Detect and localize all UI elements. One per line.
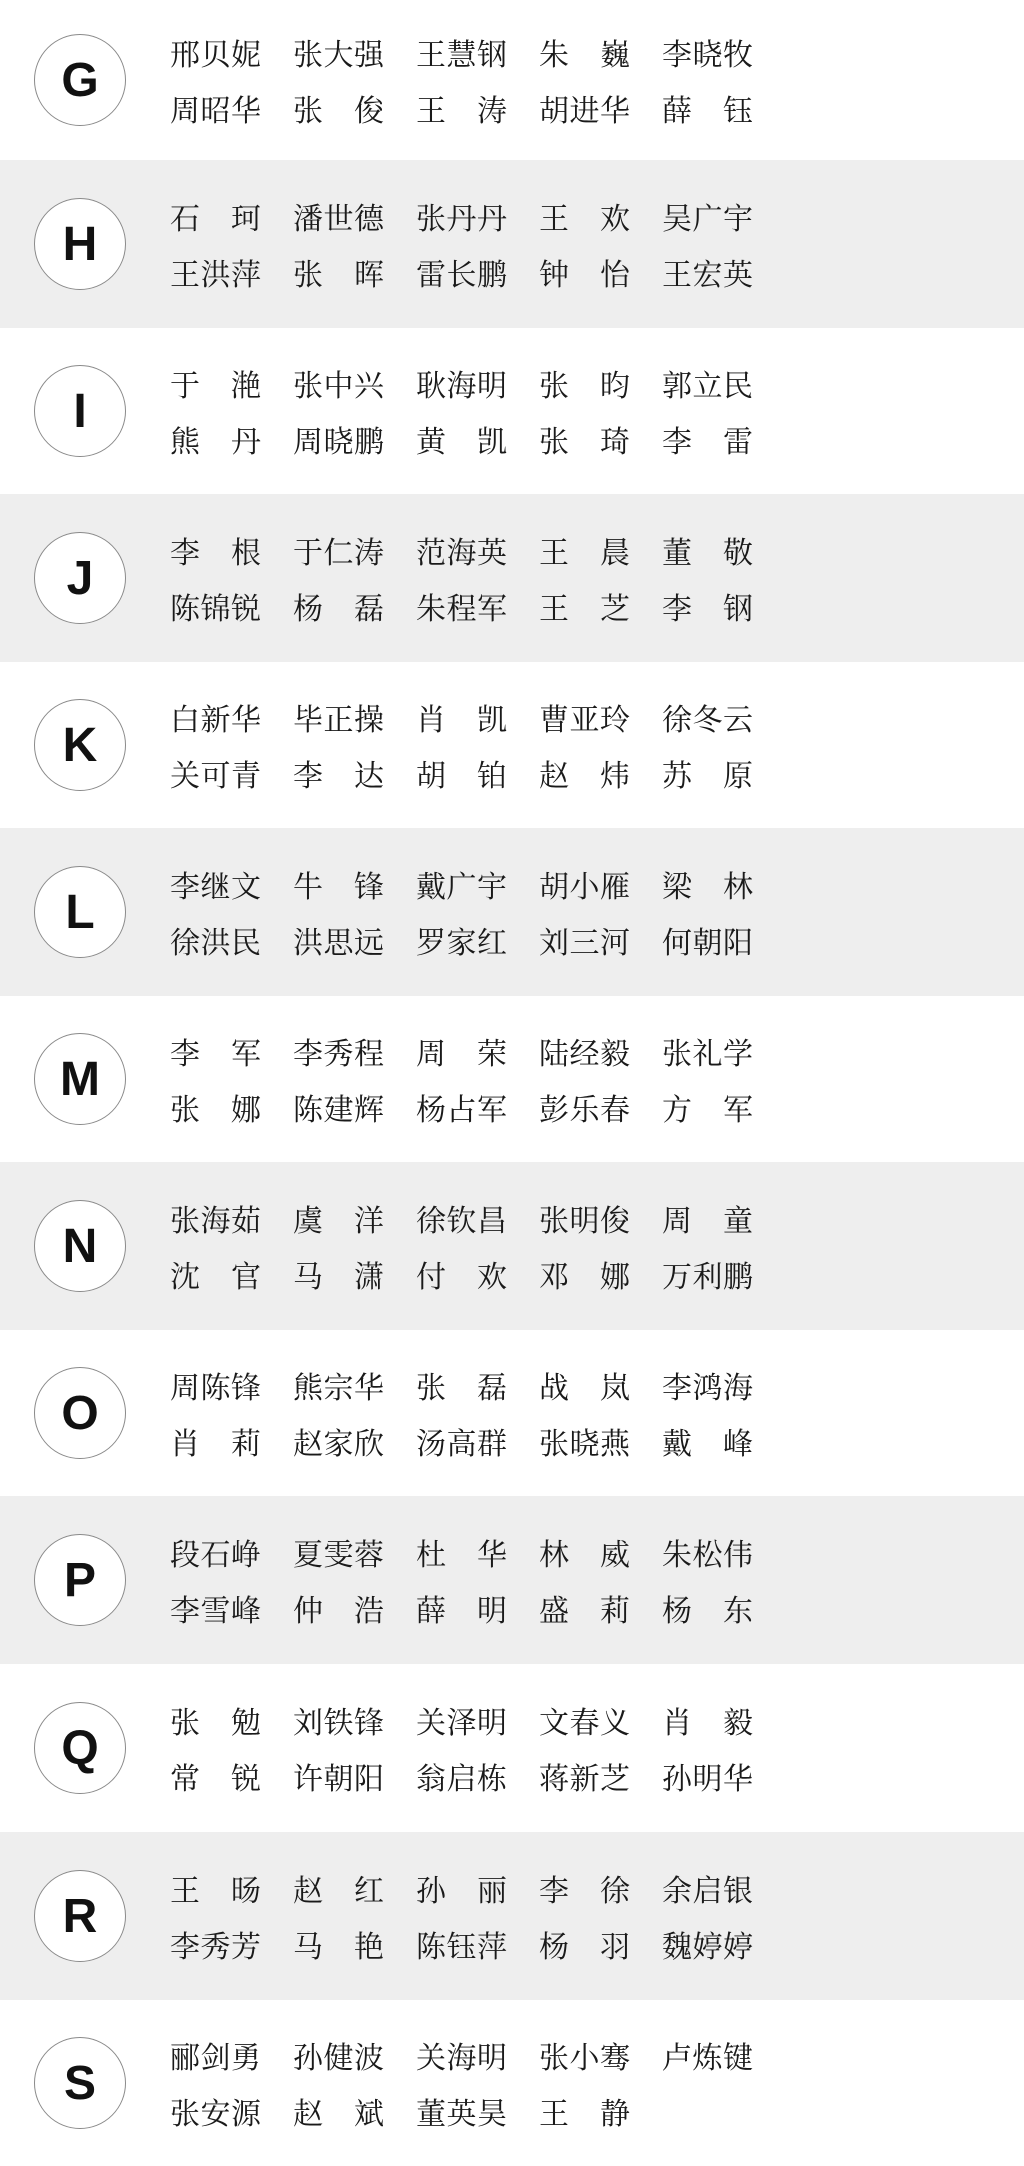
contact-name[interactable]: 耿海明 xyxy=(416,369,507,404)
letter-index-badge[interactable]: J xyxy=(34,532,126,624)
contact-name[interactable]: 吴广宇 xyxy=(662,202,753,237)
contact-name[interactable]: 薛 明 xyxy=(416,1594,507,1629)
letter-index-badge[interactable]: R xyxy=(34,1870,126,1962)
contact-name[interactable]: 张小骞 xyxy=(539,2041,630,2076)
name-row xyxy=(170,912,930,968)
name-list xyxy=(170,355,930,467)
contact-name[interactable]: 王 晨 xyxy=(539,536,630,571)
contact-name[interactable]: 段石峥 xyxy=(170,1538,261,1573)
contact-name[interactable]: 于仁涛 xyxy=(293,536,384,571)
contact-name[interactable]: 朱 巍 xyxy=(539,38,630,73)
contact-name[interactable]: 赵 斌 xyxy=(293,2097,384,2132)
contact-name[interactable]: 郦剑勇 xyxy=(170,2041,261,2076)
contact-name[interactable]: 李 雷 xyxy=(662,425,753,460)
contact-name[interactable]: 毕正操 xyxy=(293,703,384,738)
name-row xyxy=(170,1860,930,1916)
contact-name[interactable]: 王 旸 xyxy=(170,1874,261,1909)
name-row xyxy=(170,745,930,801)
letter-index-badge[interactable]: K xyxy=(34,699,126,791)
name-row xyxy=(170,1524,930,1580)
letter-index-badge[interactable]: O xyxy=(34,1367,126,1459)
contact-name[interactable]: 张晓燕 xyxy=(539,1427,630,1462)
contact-name[interactable]: 王慧钢 xyxy=(416,38,507,73)
name-row xyxy=(170,355,930,411)
contact-name[interactable]: 文春义 xyxy=(539,1706,630,1741)
contact-name[interactable]: 王 欢 xyxy=(539,202,630,237)
name-list xyxy=(170,24,930,136)
contact-name[interactable]: 陆经毅 xyxy=(539,1037,630,1072)
letter-section-k xyxy=(0,662,1024,828)
name-list xyxy=(170,1860,930,1972)
contact-name[interactable]: 白新华 xyxy=(170,703,261,738)
letter-index-badge[interactable]: S xyxy=(34,2037,126,2129)
contact-name[interactable]: 余启银 xyxy=(662,1874,753,1909)
letter-section-o xyxy=(0,1330,1024,1496)
contact-name[interactable]: 方 军 xyxy=(662,1093,753,1128)
name-list xyxy=(170,2027,930,2139)
contact-name[interactable]: 潘世德 xyxy=(293,202,384,237)
letter-section-h xyxy=(0,160,1024,328)
contact-name[interactable]: 洪思远 xyxy=(293,926,384,961)
contact-name[interactable]: 虞 洋 xyxy=(293,1204,384,1239)
letter-section-s xyxy=(0,2000,1024,2166)
name-row xyxy=(170,1748,930,1804)
contact-name[interactable]: 苏 原 xyxy=(662,759,753,794)
contact-name[interactable]: 胡 铂 xyxy=(416,759,507,794)
name-row xyxy=(170,2027,930,2083)
contact-name[interactable]: 雷长鹏 xyxy=(416,258,507,293)
letter-index-badge[interactable]: G xyxy=(34,34,126,126)
name-list xyxy=(170,188,930,300)
letter-index-badge[interactable]: N xyxy=(34,1200,126,1292)
contact-name[interactable]: 罗家红 xyxy=(416,926,507,961)
contact-name[interactable]: 关泽明 xyxy=(416,1706,507,1741)
contact-name[interactable]: 董英昊 xyxy=(416,2097,507,2132)
contact-name[interactable]: 张明俊 xyxy=(539,1204,630,1239)
contact-name[interactable]: 张 昀 xyxy=(539,369,630,404)
contact-name[interactable]: 牛 锋 xyxy=(293,870,384,905)
contact-name[interactable]: 蒋新芝 xyxy=(539,1762,630,1797)
name-row xyxy=(170,856,930,912)
contact-name[interactable]: 董 敬 xyxy=(662,536,753,571)
contact-name[interactable]: 胡小雁 xyxy=(539,870,630,905)
contact-name[interactable]: 赵家欣 xyxy=(293,1427,384,1462)
contact-name[interactable]: 杨 东 xyxy=(662,1594,753,1629)
contact-name[interactable]: 沈 官 xyxy=(170,1260,261,1295)
name-row xyxy=(170,1190,930,1246)
name-list xyxy=(170,689,930,801)
letter-section-p xyxy=(0,1496,1024,1664)
contact-name[interactable]: 孙 丽 xyxy=(416,1874,507,1909)
name-row xyxy=(170,689,930,745)
contact-name[interactable]: 李 根 xyxy=(170,536,261,571)
name-row xyxy=(170,1580,930,1636)
name-row xyxy=(170,522,930,578)
name-row xyxy=(170,1413,930,1469)
name-row xyxy=(170,188,930,244)
contact-name[interactable]: 彭乐春 xyxy=(539,1093,630,1128)
contact-name[interactable]: 夏雯蓉 xyxy=(293,1538,384,1573)
contact-name[interactable]: 黄 凯 xyxy=(416,425,507,460)
contact-name[interactable]: 邓 娜 xyxy=(539,1260,630,1295)
contact-name[interactable]: 林 威 xyxy=(539,1538,630,1573)
letter-index-badge[interactable]: I xyxy=(34,365,126,457)
contact-name[interactable]: 常 锐 xyxy=(170,1762,261,1797)
contact-name[interactable]: 肖 毅 xyxy=(662,1706,753,1741)
contact-name[interactable]: 魏婷婷 xyxy=(662,1930,753,1965)
contact-name[interactable]: 仲 浩 xyxy=(293,1594,384,1629)
name-list xyxy=(170,1190,930,1302)
contact-name[interactable]: 李秀程 xyxy=(293,1037,384,1072)
contact-name[interactable]: 杨占军 xyxy=(416,1093,507,1128)
contact-name[interactable]: 刘铁锋 xyxy=(293,1706,384,1741)
contact-name[interactable]: 周陈锋 xyxy=(170,1371,261,1406)
name-row xyxy=(170,2083,930,2139)
name-list xyxy=(170,856,930,968)
name-list xyxy=(170,1023,930,1135)
contact-name[interactable]: 周 荣 xyxy=(416,1037,507,1072)
contact-name[interactable]: 李继文 xyxy=(170,870,261,905)
contact-name[interactable]: 梁 林 xyxy=(662,870,753,905)
contact-name[interactable]: 钟 怡 xyxy=(539,258,630,293)
contact-name[interactable]: 张中兴 xyxy=(293,369,384,404)
name-row xyxy=(170,1079,930,1135)
name-row xyxy=(170,578,930,634)
letter-index-badge[interactable]: P xyxy=(34,1534,126,1626)
contact-name[interactable]: 王宏英 xyxy=(662,258,753,293)
contact-name[interactable]: 张大强 xyxy=(293,38,384,73)
contact-name[interactable]: 王洪萍 xyxy=(170,258,261,293)
letter-section-g xyxy=(0,0,1024,160)
contact-name[interactable]: 赵 红 xyxy=(293,1874,384,1909)
contact-name[interactable]: 李鸿海 xyxy=(662,1371,753,1406)
contact-name[interactable]: 关可青 xyxy=(170,759,261,794)
contact-name[interactable]: 于 滟 xyxy=(170,369,261,404)
contact-name[interactable]: 王 静 xyxy=(539,2097,630,2132)
contact-name[interactable]: 熊 丹 xyxy=(170,425,261,460)
contact-name[interactable]: 张 琦 xyxy=(539,425,630,460)
contact-name[interactable]: 赵 炜 xyxy=(539,759,630,794)
contact-name[interactable]: 肖 凯 xyxy=(416,703,507,738)
contact-name[interactable]: 张 俊 xyxy=(293,94,384,129)
contact-name[interactable]: 张 娜 xyxy=(170,1093,261,1128)
contact-name[interactable]: 刘三河 xyxy=(539,926,630,961)
name-list xyxy=(170,1524,930,1636)
name-row xyxy=(170,1916,930,1972)
name-row xyxy=(170,1246,930,1302)
contact-name[interactable]: 汤高群 xyxy=(416,1427,507,1462)
letter-section-n xyxy=(0,1162,1024,1330)
contact-name[interactable]: 关海明 xyxy=(416,2041,507,2076)
name-row xyxy=(170,1357,930,1413)
name-row xyxy=(170,1692,930,1748)
contact-name[interactable]: 李 徐 xyxy=(539,1874,630,1909)
contact-name[interactable]: 邢贝妮 xyxy=(170,38,261,73)
contact-name[interactable]: 张 磊 xyxy=(416,1371,507,1406)
contact-name[interactable]: 王 芝 xyxy=(539,592,630,627)
contact-name[interactable]: 杜 华 xyxy=(416,1538,507,1573)
contact-name[interactable]: 张 晖 xyxy=(293,258,384,293)
contact-name[interactable]: 付 欢 xyxy=(416,1260,507,1295)
contact-name[interactable]: 张安源 xyxy=(170,2097,261,2132)
contact-name[interactable]: 李 军 xyxy=(170,1037,261,1072)
name-row xyxy=(170,80,930,136)
name-list xyxy=(170,522,930,634)
name-list xyxy=(170,1692,930,1804)
contact-name[interactable]: 陈锦锐 xyxy=(170,592,261,627)
contact-name[interactable]: 马 潇 xyxy=(293,1260,384,1295)
letter-index-badge[interactable]: H xyxy=(34,198,126,290)
contact-name[interactable]: 郭立民 xyxy=(662,369,753,404)
contact-name[interactable]: 盛 莉 xyxy=(539,1594,630,1629)
name-list xyxy=(170,1357,930,1469)
contact-name[interactable]: 肖 莉 xyxy=(170,1427,261,1462)
letter-section-j xyxy=(0,494,1024,662)
contact-name[interactable]: 卢炼键 xyxy=(662,2041,753,2076)
contact-name[interactable]: 范海英 xyxy=(416,536,507,571)
contact-name[interactable]: 李雪峰 xyxy=(170,1594,261,1629)
contact-name[interactable]: 李晓牧 xyxy=(662,38,753,73)
contact-name[interactable]: 薛 钰 xyxy=(662,94,753,129)
contact-name[interactable]: 张丹丹 xyxy=(416,202,507,237)
letter-section-m xyxy=(0,996,1024,1162)
contact-name[interactable]: 陈钰萍 xyxy=(416,1930,507,1965)
contact-name[interactable]: 张礼学 xyxy=(662,1037,753,1072)
contact-name[interactable]: 周晓鹏 xyxy=(293,425,384,460)
contact-name[interactable]: 何朝阳 xyxy=(662,926,753,961)
contact-name[interactable]: 张海茹 xyxy=(170,1204,261,1239)
contact-name[interactable]: 杨 磊 xyxy=(293,592,384,627)
name-row xyxy=(170,24,930,80)
letter-section-q xyxy=(0,1664,1024,1832)
name-row xyxy=(170,1023,930,1079)
letter-index-badge[interactable]: L xyxy=(34,866,126,958)
contact-name[interactable]: 周 童 xyxy=(662,1204,753,1239)
letter-section-i xyxy=(0,328,1024,494)
contact-name[interactable]: 战 岚 xyxy=(539,1371,630,1406)
letter-section-r xyxy=(0,1832,1024,2000)
contact-name[interactable]: 王 涛 xyxy=(416,94,507,129)
contact-name[interactable]: 徐洪民 xyxy=(170,926,261,961)
contact-name[interactable]: 朱松伟 xyxy=(662,1538,753,1573)
contact-name[interactable]: 李 钢 xyxy=(662,592,753,627)
contact-name[interactable]: 胡进华 xyxy=(539,94,630,129)
contact-name[interactable]: 徐钦昌 xyxy=(416,1204,507,1239)
contact-name[interactable]: 戴 峰 xyxy=(662,1427,753,1462)
contact-name[interactable]: 戴广宇 xyxy=(416,870,507,905)
contact-name[interactable]: 马 艳 xyxy=(293,1930,384,1965)
letter-section-l xyxy=(0,828,1024,996)
contact-name[interactable]: 翁启栋 xyxy=(416,1762,507,1797)
contact-name[interactable]: 陈建辉 xyxy=(293,1093,384,1128)
name-row xyxy=(170,244,930,300)
contact-name[interactable]: 朱程军 xyxy=(416,592,507,627)
contact-name[interactable]: 许朝阳 xyxy=(293,1762,384,1797)
letter-index-badge[interactable]: Q xyxy=(34,1702,126,1794)
name-row xyxy=(170,411,930,467)
contact-name[interactable]: 李 达 xyxy=(293,759,384,794)
contact-name[interactable]: 石 珂 xyxy=(170,202,261,237)
contact-name[interactable]: 曹亚玲 xyxy=(539,703,630,738)
contact-name[interactable]: 李秀芳 xyxy=(170,1930,261,1965)
contact-name[interactable]: 周昭华 xyxy=(170,94,261,129)
contact-name[interactable]: 孙明华 xyxy=(662,1762,753,1797)
contact-name[interactable]: 杨 羽 xyxy=(539,1930,630,1965)
contact-name[interactable]: 熊宗华 xyxy=(293,1371,384,1406)
contact-name[interactable]: 徐冬云 xyxy=(662,703,753,738)
contact-name[interactable]: 张 勉 xyxy=(170,1706,261,1741)
contact-name[interactable]: 万利鹏 xyxy=(662,1260,753,1295)
contact-name[interactable]: 孙健波 xyxy=(293,2041,384,2076)
letter-index-badge[interactable]: M xyxy=(34,1033,126,1125)
